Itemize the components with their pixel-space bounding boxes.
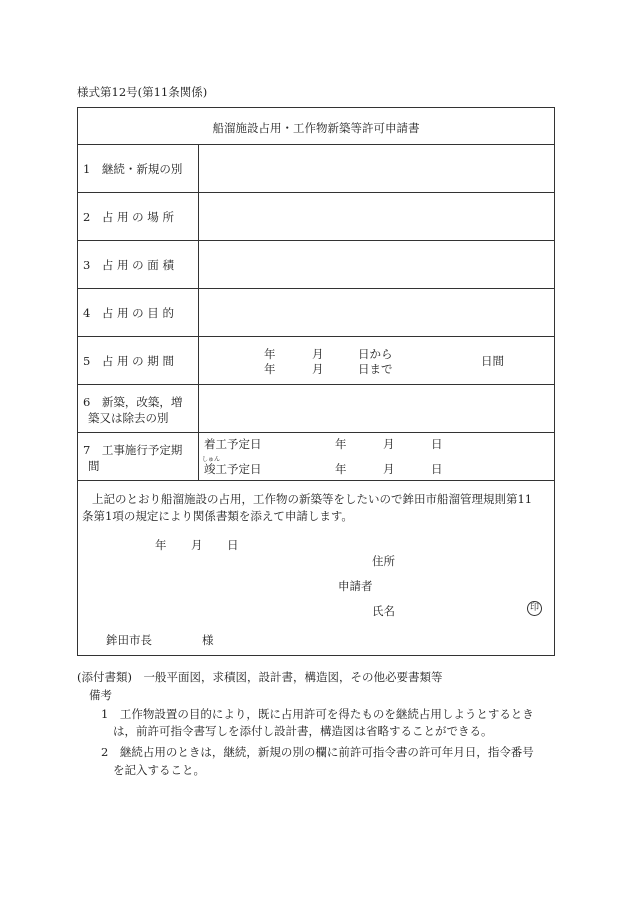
start-day: 日 <box>431 437 443 451</box>
row-label-construction-type-2: 築又は除去の別 <box>88 411 169 425</box>
end-month: 月 <box>383 462 395 476</box>
end-date-ruby: しゅん <box>202 456 221 463</box>
row-label-schedule: 7 工事施行予定期 <box>83 443 183 457</box>
start-date-label: 着工予定日 <box>204 437 262 451</box>
row-label-location: 2 占 用 の 場 所 <box>83 210 174 224</box>
date-year: 年 <box>155 538 167 552</box>
period-from-year: 年 <box>264 347 276 361</box>
application-form <box>77 107 555 656</box>
row-label-continuation: 1 継続・新規の別 <box>83 162 183 176</box>
statement-line-1: 上記のとおり船溜施設の占用，工作物の新築等をしたいので鉾田市船溜管理規則第11 <box>92 492 533 506</box>
note-1-line-1: 1 工作物設置の目的により，既に占用許可を得たものを継続占用しようとするとき <box>101 707 534 721</box>
attachments: (添付書類) 一般平面図，求積図，設計書，構造図，その他必要書類等 <box>77 670 443 684</box>
location-value[interactable] <box>199 193 554 240</box>
seal-mark: 印 <box>527 601 542 616</box>
area-value[interactable] <box>199 241 554 288</box>
date-day: 日 <box>227 538 239 552</box>
statement-line-2: 条第1項の規定により関係書類を添えて申請します。 <box>82 509 353 523</box>
start-month: 月 <box>383 437 395 451</box>
period-to-month: 月 <box>312 362 324 376</box>
applicant-label: 申請者 <box>338 579 373 593</box>
rule <box>78 336 554 337</box>
date-month: 月 <box>191 538 203 552</box>
note-2-line-1: 2 継続占用のときは，継続，新規の別の欄に前許可指令書の許可年月日，指令番号 <box>101 745 534 759</box>
address-label: 住所 <box>372 554 395 568</box>
row-label-schedule-2: 間 <box>88 459 100 473</box>
start-year: 年 <box>335 437 347 451</box>
row-label-area: 3 占 用 の 面 積 <box>83 258 174 272</box>
row-label-period: 5 占 用 の 期 間 <box>83 354 174 368</box>
period-from-month: 月 <box>312 347 324 361</box>
row-label-purpose: 4 占 用 の 目 的 <box>83 306 174 320</box>
end-date-label: 竣工予定日 <box>204 462 262 476</box>
period-from-day: 日から <box>358 347 393 361</box>
form-number: 様式第12号(第11条関係) <box>77 85 208 99</box>
row-label-construction-type: 6 新築，改築，増 <box>83 395 183 409</box>
addressee: 鉾田市長 <box>106 633 152 647</box>
construction-type-value[interactable] <box>199 385 554 432</box>
period-days: 日間 <box>481 354 504 368</box>
continuation-value[interactable] <box>199 145 554 192</box>
end-day: 日 <box>431 462 443 476</box>
notes-heading: 備考 <box>89 688 112 702</box>
note-1-line-2: は，前許可指令書写しを添付し設計書，構造図は省略することができる。 <box>113 724 493 738</box>
rule <box>78 432 554 433</box>
end-year: 年 <box>335 462 347 476</box>
name-label: 氏名 <box>372 604 395 618</box>
purpose-value[interactable] <box>199 289 554 336</box>
form-title: 船溜施設占用・工作物新築等許可申請書 <box>212 121 420 135</box>
period-to-day: 日まで <box>358 362 393 376</box>
rule <box>78 480 554 481</box>
period-to-year: 年 <box>264 362 276 376</box>
note-2-line-2: を記入すること。 <box>113 763 205 777</box>
honorific: 様 <box>202 633 214 647</box>
